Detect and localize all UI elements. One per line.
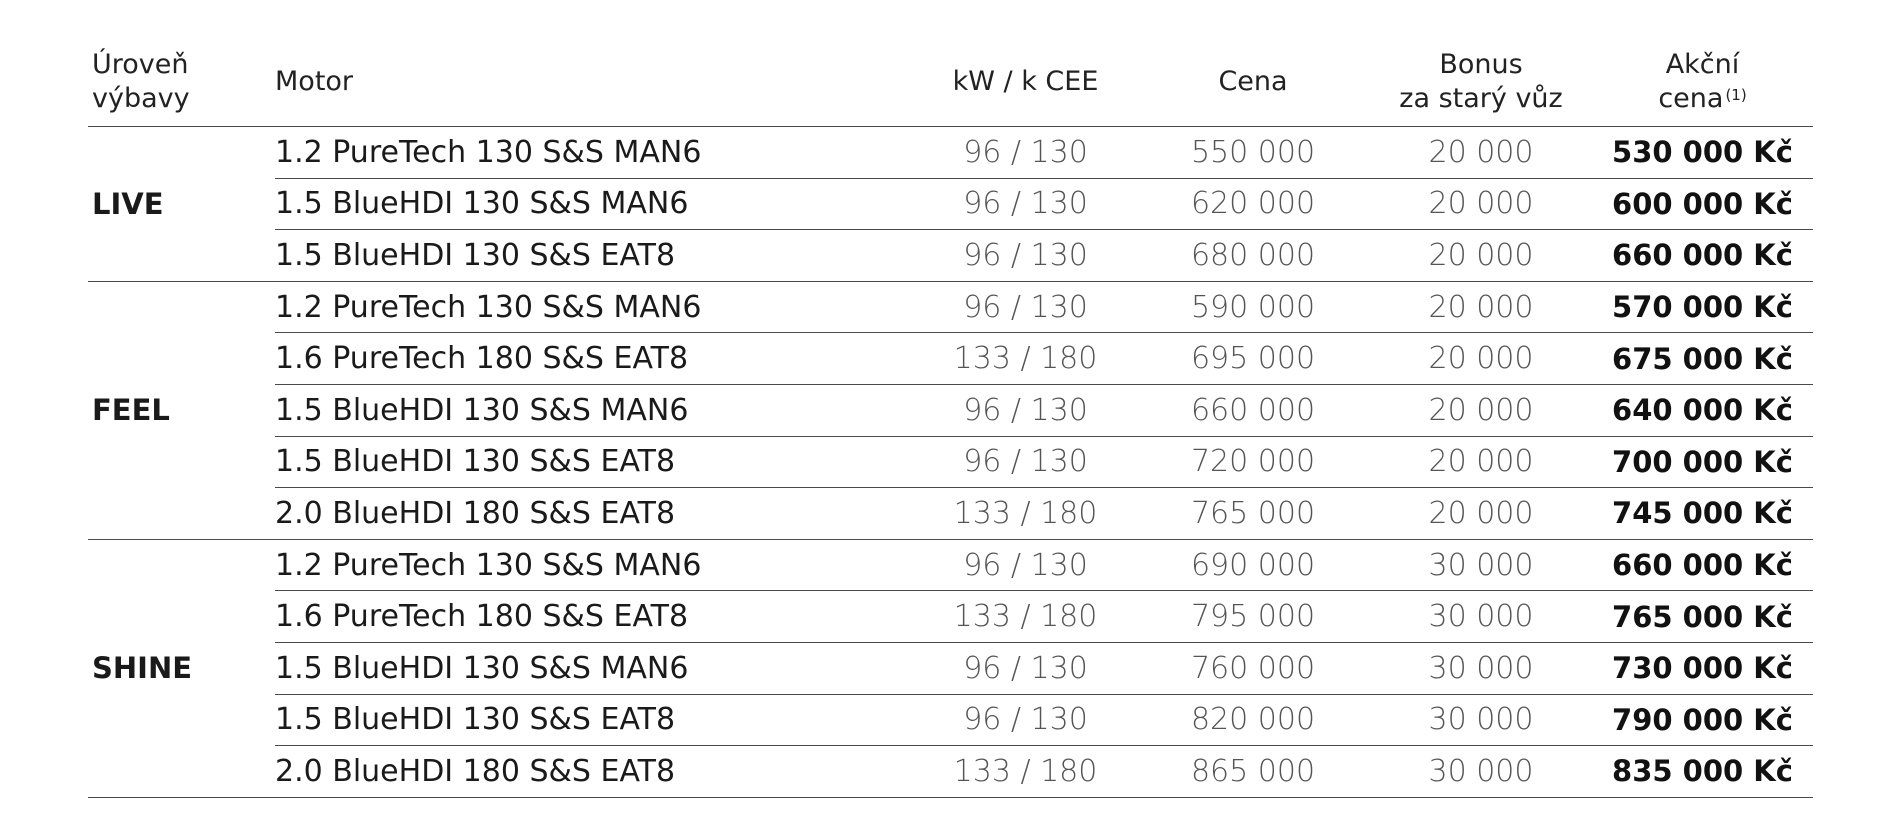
header-trim-level [88,38,275,127]
power-cell: 96 / 130 [915,281,1136,333]
trim-level-live: LIVE [88,127,275,282]
bonus-cell: 30 000 [1370,539,1592,591]
action-price-cell: 570 000 Kč [1592,281,1813,333]
table-row [88,230,1813,282]
table-row [88,488,1813,540]
power-cell: 133 / 180 [915,591,1136,643]
table-row [88,746,1813,798]
motor-cell: 1.2 PureTech 130 S&S MAN6 [275,539,915,591]
action-price-cell: 730 000 Kč [1592,642,1813,694]
power-cell: 96 / 130 [915,127,1136,179]
header-row [88,38,1813,127]
motor-cell: 1.5 BlueHDI 130 S&S EAT8 [275,694,915,746]
table-row [88,281,1813,333]
motor-cell: 1.5 BlueHDI 130 S&S EAT8 [275,230,915,282]
action-price-cell: 530 000 Kč [1592,127,1813,179]
header-power [915,38,1136,127]
table-header [88,38,1813,127]
table-body [88,127,1813,798]
header-price [1136,38,1370,127]
header-bonus [1370,38,1592,127]
price-cell: 550 000 [1136,127,1370,179]
motor-cell: 1.2 PureTech 130 S&S MAN6 [275,281,915,333]
power-cell: 96 / 130 [915,436,1136,488]
price-cell: 690 000 [1136,539,1370,591]
header-action-line2: cena [1658,83,1724,114]
header-trim-level-line1: Úroveň [92,49,189,80]
trim-level-feel: FEEL [88,281,275,539]
bonus-cell: 30 000 [1370,642,1592,694]
action-price-cell: 640 000 Kč [1592,384,1813,436]
table-row [88,436,1813,488]
table-row [88,642,1813,694]
bonus-cell: 20 000 [1370,230,1592,282]
action-price-cell: 765 000 Kč [1592,591,1813,643]
price-cell: 620 000 [1136,178,1370,230]
bonus-cell: 30 000 [1370,746,1592,798]
price-cell: 795 000 [1136,591,1370,643]
motor-cell: 1.5 BlueHDI 130 S&S MAN6 [275,178,915,230]
power-cell: 96 / 130 [915,178,1136,230]
footnote-marker: (1) [1725,86,1747,104]
header-price-label: Cena [1218,66,1288,97]
action-price-cell: 675 000 Kč [1592,333,1813,385]
price-cell: 760 000 [1136,642,1370,694]
bonus-cell: 20 000 [1370,127,1592,179]
price-cell: 660 000 [1136,384,1370,436]
bonus-cell: 20 000 [1370,488,1592,540]
power-cell: 96 / 130 [915,694,1136,746]
table-row [88,591,1813,643]
bonus-cell: 20 000 [1370,281,1592,333]
action-price-cell: 600 000 Kč [1592,178,1813,230]
price-cell: 765 000 [1136,488,1370,540]
header-power-label: kW / k CEE [952,66,1099,97]
bonus-cell: 30 000 [1370,591,1592,643]
motor-cell: 1.5 BlueHDI 130 S&S EAT8 [275,436,915,488]
table-row [88,127,1813,179]
action-price-cell: 700 000 Kč [1592,436,1813,488]
action-price-cell: 660 000 Kč [1592,539,1813,591]
power-cell: 96 / 130 [915,384,1136,436]
action-price-cell: 790 000 Kč [1592,694,1813,746]
motor-cell: 1.6 PureTech 180 S&S EAT8 [275,591,915,643]
price-cell: 865 000 [1136,746,1370,798]
price-cell: 590 000 [1136,281,1370,333]
motor-cell: 2.0 BlueHDI 180 S&S EAT8 [275,746,915,798]
header-action-price [1592,38,1813,127]
bonus-cell: 20 000 [1370,384,1592,436]
action-price-cell: 835 000 Kč [1592,746,1813,798]
power-cell: 96 / 130 [915,539,1136,591]
motor-cell: 1.5 BlueHDI 130 S&S MAN6 [275,642,915,694]
header-action-line1: Akční [1665,49,1740,80]
motor-cell: 1.6 PureTech 180 S&S EAT8 [275,333,915,385]
header-bonus-line1: Bonus [1439,49,1523,80]
trim-level-shine: SHINE [88,539,275,797]
motor-cell: 1.5 BlueHDI 130 S&S MAN6 [275,384,915,436]
action-price-cell: 745 000 Kč [1592,488,1813,540]
table-row [88,539,1813,591]
power-cell: 133 / 180 [915,333,1136,385]
bonus-cell: 30 000 [1370,694,1592,746]
header-motor-label: Motor [275,66,354,97]
header-bonus-line2: za starý vůz [1399,83,1563,114]
action-price-cell: 660 000 Kč [1592,230,1813,282]
bonus-cell: 20 000 [1370,333,1592,385]
price-table [88,38,1813,798]
table-row [88,333,1813,385]
header-motor [275,38,915,127]
table-row [88,384,1813,436]
price-cell: 720 000 [1136,436,1370,488]
price-cell: 695 000 [1136,333,1370,385]
power-cell: 133 / 180 [915,746,1136,798]
table-row [88,178,1813,230]
power-cell: 133 / 180 [915,488,1136,540]
bonus-cell: 20 000 [1370,436,1592,488]
power-cell: 96 / 130 [915,642,1136,694]
header-trim-level-line2: výbavy [92,83,190,114]
price-cell: 820 000 [1136,694,1370,746]
price-cell: 680 000 [1136,230,1370,282]
table-row [88,694,1813,746]
power-cell: 96 / 130 [915,230,1136,282]
motor-cell: 2.0 BlueHDI 180 S&S EAT8 [275,488,915,540]
motor-cell: 1.2 PureTech 130 S&S MAN6 [275,127,915,179]
bonus-cell: 20 000 [1370,178,1592,230]
